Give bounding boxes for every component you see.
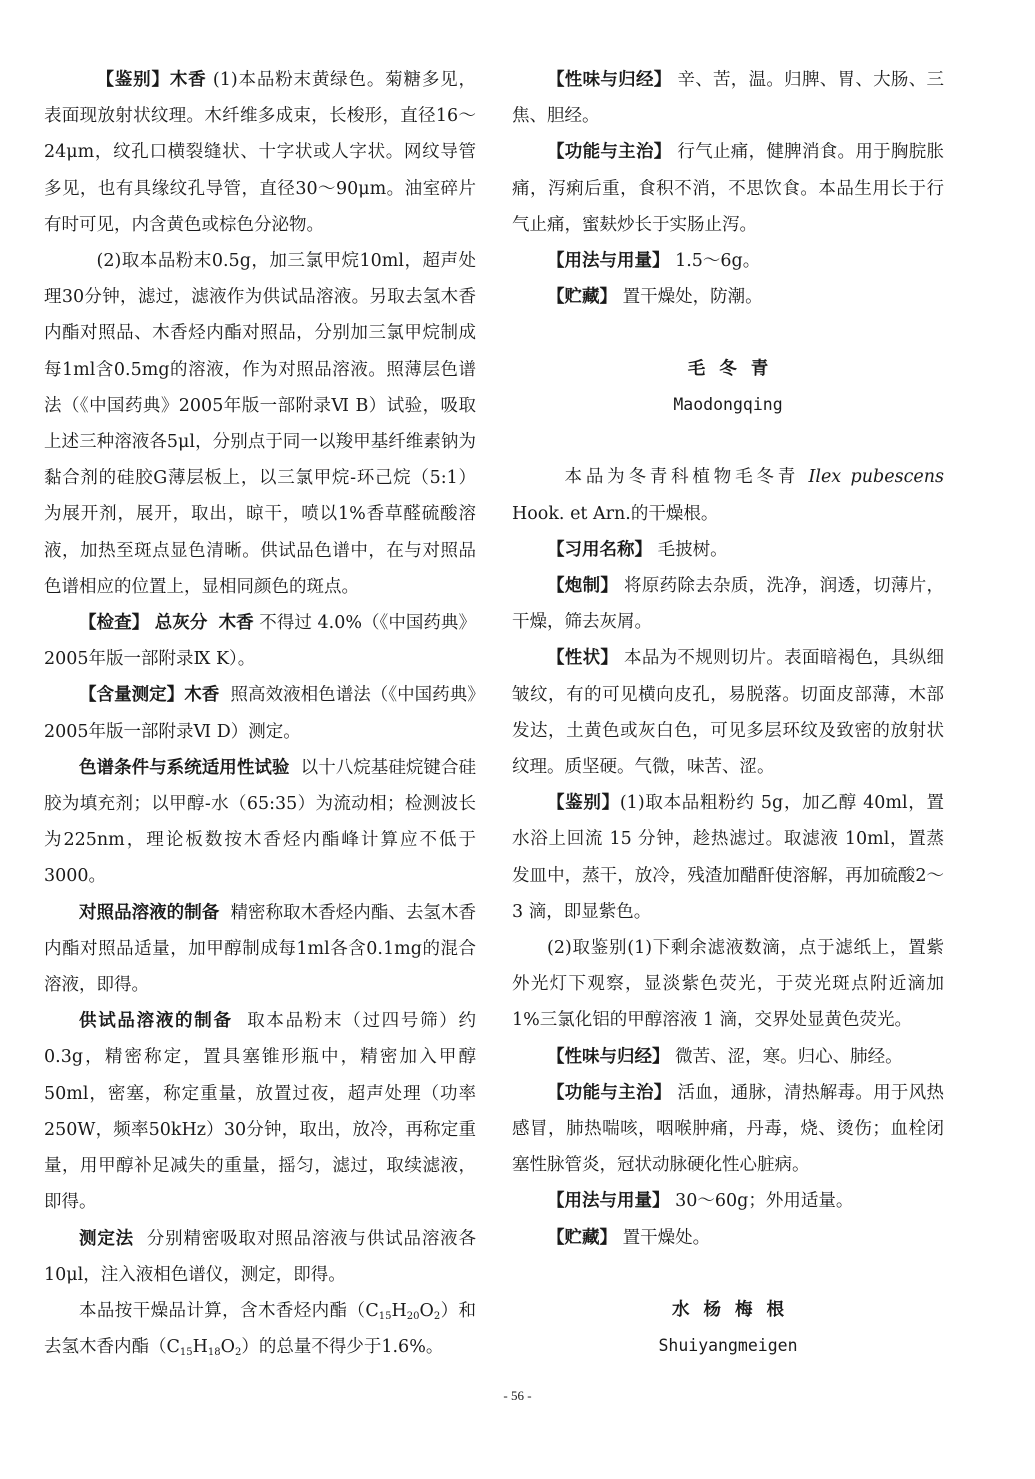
alias-text: 毛披树。 xyxy=(657,539,728,560)
nature-text-mdq: 微苦、涩，寒。归心、肺经。 xyxy=(675,1046,903,1067)
chromatographic-conditions-label: 色谱条件与系统适用性试验 xyxy=(79,757,290,778)
usage-label-mdq: 【用法与用量】 xyxy=(547,1191,670,1212)
page-number: - 56 - xyxy=(503,1388,532,1403)
function-label: 【功能与主治】 xyxy=(547,142,672,163)
storage-text-mdq: 置干燥处。 xyxy=(622,1227,711,1248)
function-text: 行气止痛，健脾消食。用于胸脘胀痛，泻痢后重，食积不消，不思饮食。本品生用长于行气止痛，蜜麸炒长于实肠止泻。 xyxy=(512,142,944,235)
identification-paragraph-2: (2)取本品粉末0.5g，加三氯甲烷10ml，超声处理30分钟，滤过，滤液作为供试品溶液。另取去氢木香内酯对照品、木香烃内酯对照品，分别加三氯甲烷制成每1ml含0.5mg的溶液，作为对照品溶液。照薄层色谱法（《中国药典》2005年版一部附录Ⅵ B）试验，吸取上述三种溶液各5μl，分别点于同一以羧甲基纤维素钠为黏合剂的硅胶G薄层板上，以三氯甲烷-环己烷（5:1）为展开剂，展开，取出，晾干，喷以1%香草醛硫酸溶液，加热至斑点显色清晰。供试品色谱中，在与对照品色谱相应的位置上，显相同颜色的斑点。 xyxy=(44,251,476,597)
storage-label: 【贮藏】 xyxy=(547,287,617,308)
content-limit-text: ）和去氢木香内酯（C xyxy=(44,1300,477,1358)
identification-herb: 木香 xyxy=(169,70,207,90)
check-paragraph xyxy=(44,605,476,677)
formula-subscript: 2 xyxy=(234,1347,242,1359)
storage-paragraph-mdq xyxy=(512,1220,944,1256)
alias-label: 【习用名称】 xyxy=(547,539,652,560)
nature-label-mdq: 【性味与归经】 xyxy=(547,1046,670,1067)
test-solution-paragraph xyxy=(44,1003,476,1220)
check-subheading: 总灰分 xyxy=(154,613,208,634)
identification-label-mdq: 【鉴别】 xyxy=(547,793,620,814)
test-solution-label: 供试品溶液的制备 xyxy=(79,1011,233,1032)
formula-text: H xyxy=(192,1337,208,1358)
alias-paragraph xyxy=(512,532,944,568)
reference-solution-text: 精密称取木香烃内酯、去氢木香内酯对照品适量，加甲醇制成每1ml各含0.1mg的混合溶液，即得。 xyxy=(44,902,477,996)
usage-paragraph-mdq xyxy=(512,1183,944,1219)
function-label-mdq: 【功能与主治】 xyxy=(547,1082,672,1103)
identification-paragraph-1 xyxy=(44,62,476,243)
chromatographic-conditions-text: 以十八烷基硅烷键合硅胶为填充剂；以甲醇-水（65:35）为流动相；检测波长为225nm，理论板数按木香烃内酯峰计算应不低于3000。 xyxy=(44,757,476,887)
monograph-pinyin-maodongqing: Maodongqing xyxy=(673,395,783,415)
monograph-pinyin-shuiyangmeigen: Shuiyangmeigen xyxy=(658,1335,798,1355)
method-label: 测定法 xyxy=(79,1228,135,1249)
storage-paragraph xyxy=(512,279,944,315)
function-text-mdq: 活血，通脉，清热解毒。用于风热感冒，肺热喘咳，咽喉肿痛，丹毒，烧、烫伤；血栓闭塞性脉管炎，冠状动脉硬化性心脏病。 xyxy=(512,1082,944,1176)
function-paragraph xyxy=(512,134,944,243)
assay-herb: 木香 xyxy=(184,685,220,706)
nature-label: 【性味与归经】 xyxy=(547,70,672,90)
formula-subscript: 18 xyxy=(207,1347,221,1359)
nature-paragraph xyxy=(512,62,944,134)
usage-paragraph xyxy=(512,243,944,279)
processing-paragraph xyxy=(512,568,944,640)
content-limit-text: ）的总量不得少于1.6%。 xyxy=(241,1337,444,1358)
content-limit-text: 本品按干燥品计算，含木香烃内酯（C xyxy=(79,1300,379,1321)
monograph-title-shuiyangmeigen: 水杨梅根 xyxy=(672,1299,798,1320)
usage-label: 【用法与用量】 xyxy=(547,251,670,272)
storage-label-mdq: 【贮藏】 xyxy=(547,1227,617,1248)
source-text: 本品为冬青科植物毛冬青 xyxy=(564,467,800,488)
assay-paragraph xyxy=(44,677,476,749)
formula-subscript: 20 xyxy=(406,1310,420,1322)
content-limit-paragraph xyxy=(44,1293,476,1365)
formula-subscript: 2 xyxy=(433,1310,441,1322)
check-text: 不得过 4.0%（《中国药典》2005年版一部附录Ⅸ K）。 xyxy=(44,613,476,670)
method-paragraph xyxy=(44,1221,476,1293)
characteristics-paragraph xyxy=(512,640,944,785)
check-herb: 木香 xyxy=(218,613,254,634)
source-paragraph xyxy=(512,459,944,531)
section-spacer xyxy=(512,423,944,459)
source-text-tail: Hook. et Arn.的干燥根。 xyxy=(512,503,719,524)
characteristics-label: 【性状】 xyxy=(547,648,619,669)
identification-label: 【鉴别】 xyxy=(96,70,170,90)
function-paragraph-mdq xyxy=(512,1075,944,1184)
monograph-title-maodongqing: 毛冬青 xyxy=(687,359,783,380)
identification-text-1: (1)本品粉末黄绿色。菊糖多见，表面现放射状纹理。木纤维多成束，长梭形，直径16～24μm，纹孔口横裂缝状、十字状或人字状。网纹导管多见，也有具缘纹孔导管，直径30～90μm。油室碎片有时可见，内含黄色或棕色分泌物。 xyxy=(44,70,477,235)
formula-text: H xyxy=(391,1300,407,1321)
nature-paragraph-mdq xyxy=(512,1039,944,1075)
section-spacer xyxy=(512,1256,944,1292)
assay-text: 照高效液相色谱法（《中国药典》2005年版一部附录Ⅵ D）测定。 xyxy=(44,685,477,742)
formula-text: O xyxy=(220,1337,235,1358)
left-column xyxy=(44,62,476,1365)
identification-paragraph-mdq-2: (2)取鉴别(1)下剩余滤液数滴，点于滤纸上，置紫外光灯下观察，显淡紫色荧光，于荧光斑点附近滴加 1%三氯化铝的甲醇溶液 1 滴，交界处显黄色荧光。 xyxy=(512,938,944,1031)
chromatographic-conditions-paragraph xyxy=(44,750,476,895)
processing-label: 【炮制】 xyxy=(547,576,619,597)
formula-text: O xyxy=(419,1300,434,1321)
reference-solution-paragraph xyxy=(44,895,476,1004)
check-label: 【检查】 xyxy=(79,613,150,634)
identification-text-mdq-1: (1)取本品粗粉约 5g，加乙醇 40ml，置水浴上回流 15 分钟，趁热滤过。取滤液 10ml，置蒸发皿中，蒸干，放冷，残渣加醋酐使溶解，再加硫酸2～3 滴，即显紫色。 xyxy=(512,793,944,922)
usage-text-mdq: 30～60g；外用适量。 xyxy=(675,1191,854,1212)
nature-text: 辛、苦，温。归脾、胃、大肠、三焦、胆经。 xyxy=(512,70,944,127)
reference-solution-label: 对照品溶液的制备 xyxy=(79,902,220,923)
usage-text: 1.5～6g。 xyxy=(675,251,761,272)
storage-text: 置干燥处，防潮。 xyxy=(622,287,763,308)
assay-label: 【含量测定】 xyxy=(79,685,185,706)
right-column xyxy=(512,62,944,1364)
latin-name: Ilex pubescens xyxy=(808,467,944,488)
method-text: 分别精密吸取对照品溶液与供试品溶液各10μl，注入液相色谱仪，测定，即得。 xyxy=(44,1228,476,1285)
identification-paragraph-mdq-1 xyxy=(512,785,944,930)
processing-text: 将原药除去杂质，洗净，润透，切薄片，干燥，筛去灰屑。 xyxy=(512,576,944,633)
formula-subscript: 15 xyxy=(378,1310,392,1322)
characteristics-text: 本品为不规则切片。表面暗褐色，具纵细皱纹，有的可见横向皮孔，易脱落。切面皮部薄，木部发达，土黄色或灰白色，可见多层环纹及致密的放射状纹理。质坚硬。气微，味苦、涩。 xyxy=(512,648,944,778)
formula-subscript: 15 xyxy=(179,1347,193,1359)
section-spacer xyxy=(512,315,944,351)
test-solution-text: 取本品粉末（过四号筛）约0.3g，精密称定，置具塞锥形瓶中，精密加入甲醇50ml，密塞，称定重量，放置过夜，超声处理（功率250W，频率50kHz）30分钟，取出，放冷，再称定重量，用甲醇补足减失的重量，摇匀，滤过，取续滤液，即得。 xyxy=(44,1011,477,1213)
